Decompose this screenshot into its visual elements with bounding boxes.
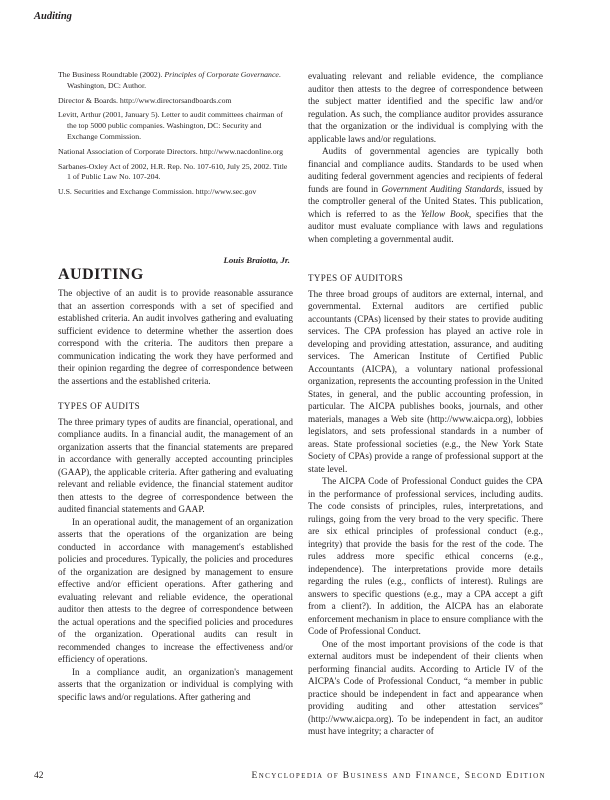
compliance-audit-paragraph: In a compliance audit, an organization's management asserts that the organization or individual is complying with specific laws and/or regulations. After gathering and <box>58 666 293 702</box>
publication-title: Encyclopedia of Business and Finance, Second Edition <box>251 771 546 781</box>
financial-audit-paragraph: The three primary types of audits are financial, operational, and compliance audits. In a financial audit, the management of an organization asserts that the financial statements are prepared in accordance with generally accepted accounting principles (GAAP), the applicable criteria. After gathering and evaluating relevant and reliable evidence, the financial statement auditor then attests to the degree of correspondence between the audited financial statements and GAAP. <box>58 416 293 514</box>
external-auditors-paragraph: The three broad groups of auditors are external, internal, and governmental. External auditors are certified public accountants (CPAs) licensed by their states to provide auditing services. The CPA profession has played an active role in developing and providing attestation, assurance, and auditing services. The American Institute of Certified Public Accountants (AICPA), a voluntary national professional organization, represents the accounting profession in the United States, in general, and the public accounting profession, in particular. The AICPA publishes books, journals, and other materials, manages a Web site (http://www.aicpa.org), lobbies legislators, and sets professional standards in a number of areas. State professional societies (e.g., the New York State Society of CPAs) provide a range of professional support at the state level. <box>308 288 543 474</box>
compliance-continuation-paragraph: evaluating relevant and reliable evidence, the compliance auditor then attests to the degree of correspondence between the subject matter identified and the specific law and/or regulation. As such, the compliance auditor provides assurance that the organization or the individual is complying with the applicable laws and/or regulations. <box>308 71 543 144</box>
code-of-conduct-paragraph: The AICPA Code of Professional Conduct guides the CPA in the performance of professional services, including audits. The code consists of principles, rules, interpretations, and rulings, going from the very broad to the very specific. There are six ethical principles of professional conduct (e.g., integrity) that provide the basis for the rest of the code. The rules address more specific ethical concerns (e.g., independence). The interpretations provide more details regarding the rules (e.g., conflicts of interest). Rulings are answers to specific questions (e.g., may a CPA accept a gift from a client?). In addition, the AICPA has an elaborate enforcement mechanism in place to ensure compliance with the Code of Professional Conduct. <box>308 476 543 636</box>
operational-audit-paragraph: In an operational audit, the management of an organization asserts that the operations of the organization are being conducted in accordance with management's established policies and procedures. Typically, the policies and procedures of the organization are designed by management to ensure effective and/or efficient operations. After gathering and evaluating relevant and reliable evidence, the operational auditor then attests to the degree of correspondence between the actual operations and the specified policies and procedures of the organization. Operational audits can result in recommended changes to increase the effectiveness and/or efficiency of operations. <box>58 516 293 664</box>
page-number: 42 <box>34 771 44 781</box>
reference-entry: The Business Roundtable (2002). Principles of Corporate Governance. Washington, DC: Author. <box>58 70 281 90</box>
right-column-top <box>308 70 543 245</box>
running-head: Auditing <box>34 11 72 22</box>
reference-entry: National Association of Corporate Directors. http://www.nacdonline.org <box>58 146 283 156</box>
right-column-body <box>308 272 543 738</box>
left-column-body <box>58 287 293 703</box>
previous-article-author: Louis Braiotta, Jr. <box>223 255 290 265</box>
reference-entry: Director & Boards. http://www.directorsandboards.com <box>58 95 232 105</box>
independence-paragraph: One of the most important provisions of the code is that external auditors must be independent of their clients when performing financial audits. According to Article IV of the AICPA's Code of Professional Conduct, “a member in public practice should be independent in fact and appearance when providing auditing and other attestation services” (http://www.aicpa.org). To be independent in fact, an auditor must have integrity; a character of <box>308 638 543 736</box>
reference-entry: Sarbanes-Oxley Act of 2002, H.R. Rep. No. 107-610, July 25, 2002. Title 1 of Public Law No. 107-204. <box>58 161 288 182</box>
governmental-audit-paragraph: Audits of governmental agencies are typically both financial and compliance audits. Standards to be used when auditing federal government agencies and recipients of federal funds are found in Government Auditing Standards, issued by the comptroller general of the United States. This publication, which is referred to as the Yellow Book, specifies that the auditor must evaluate compliance with laws and regulations when completing a governmental audit. <box>308 146 543 244</box>
intro-paragraph: The objective of an audit is to provide reasonable assurance that an assertion corresponds with a set of specified and established criteria. An audit involves gathering and evaluating sufficient evidence to determine whether the assertion does correspond with the criteria. The auditors then prepare a communication indicating the work they have performed and their opinion regarding the degree of correspondence between the assertions and the established criteria. <box>58 288 293 386</box>
reference-title: Principles of Corporate Governance <box>164 70 279 79</box>
reference-list <box>58 70 290 202</box>
types-of-audits-heading: TYPES OF AUDITS <box>58 401 141 411</box>
types-of-auditors-heading: TYPES OF AUDITORS <box>308 273 404 283</box>
reference-entry: U.S. Securities and Exchange Commission. http://www.sec.gov <box>58 187 257 197</box>
article-title: AUDITING <box>58 266 144 283</box>
reference-entry: Levitt, Arthur (2001, January 5). Letter to audit committees chairman of the top 5000 public companies. Washington, DC: Security and Exchange Commission. <box>58 110 283 141</box>
